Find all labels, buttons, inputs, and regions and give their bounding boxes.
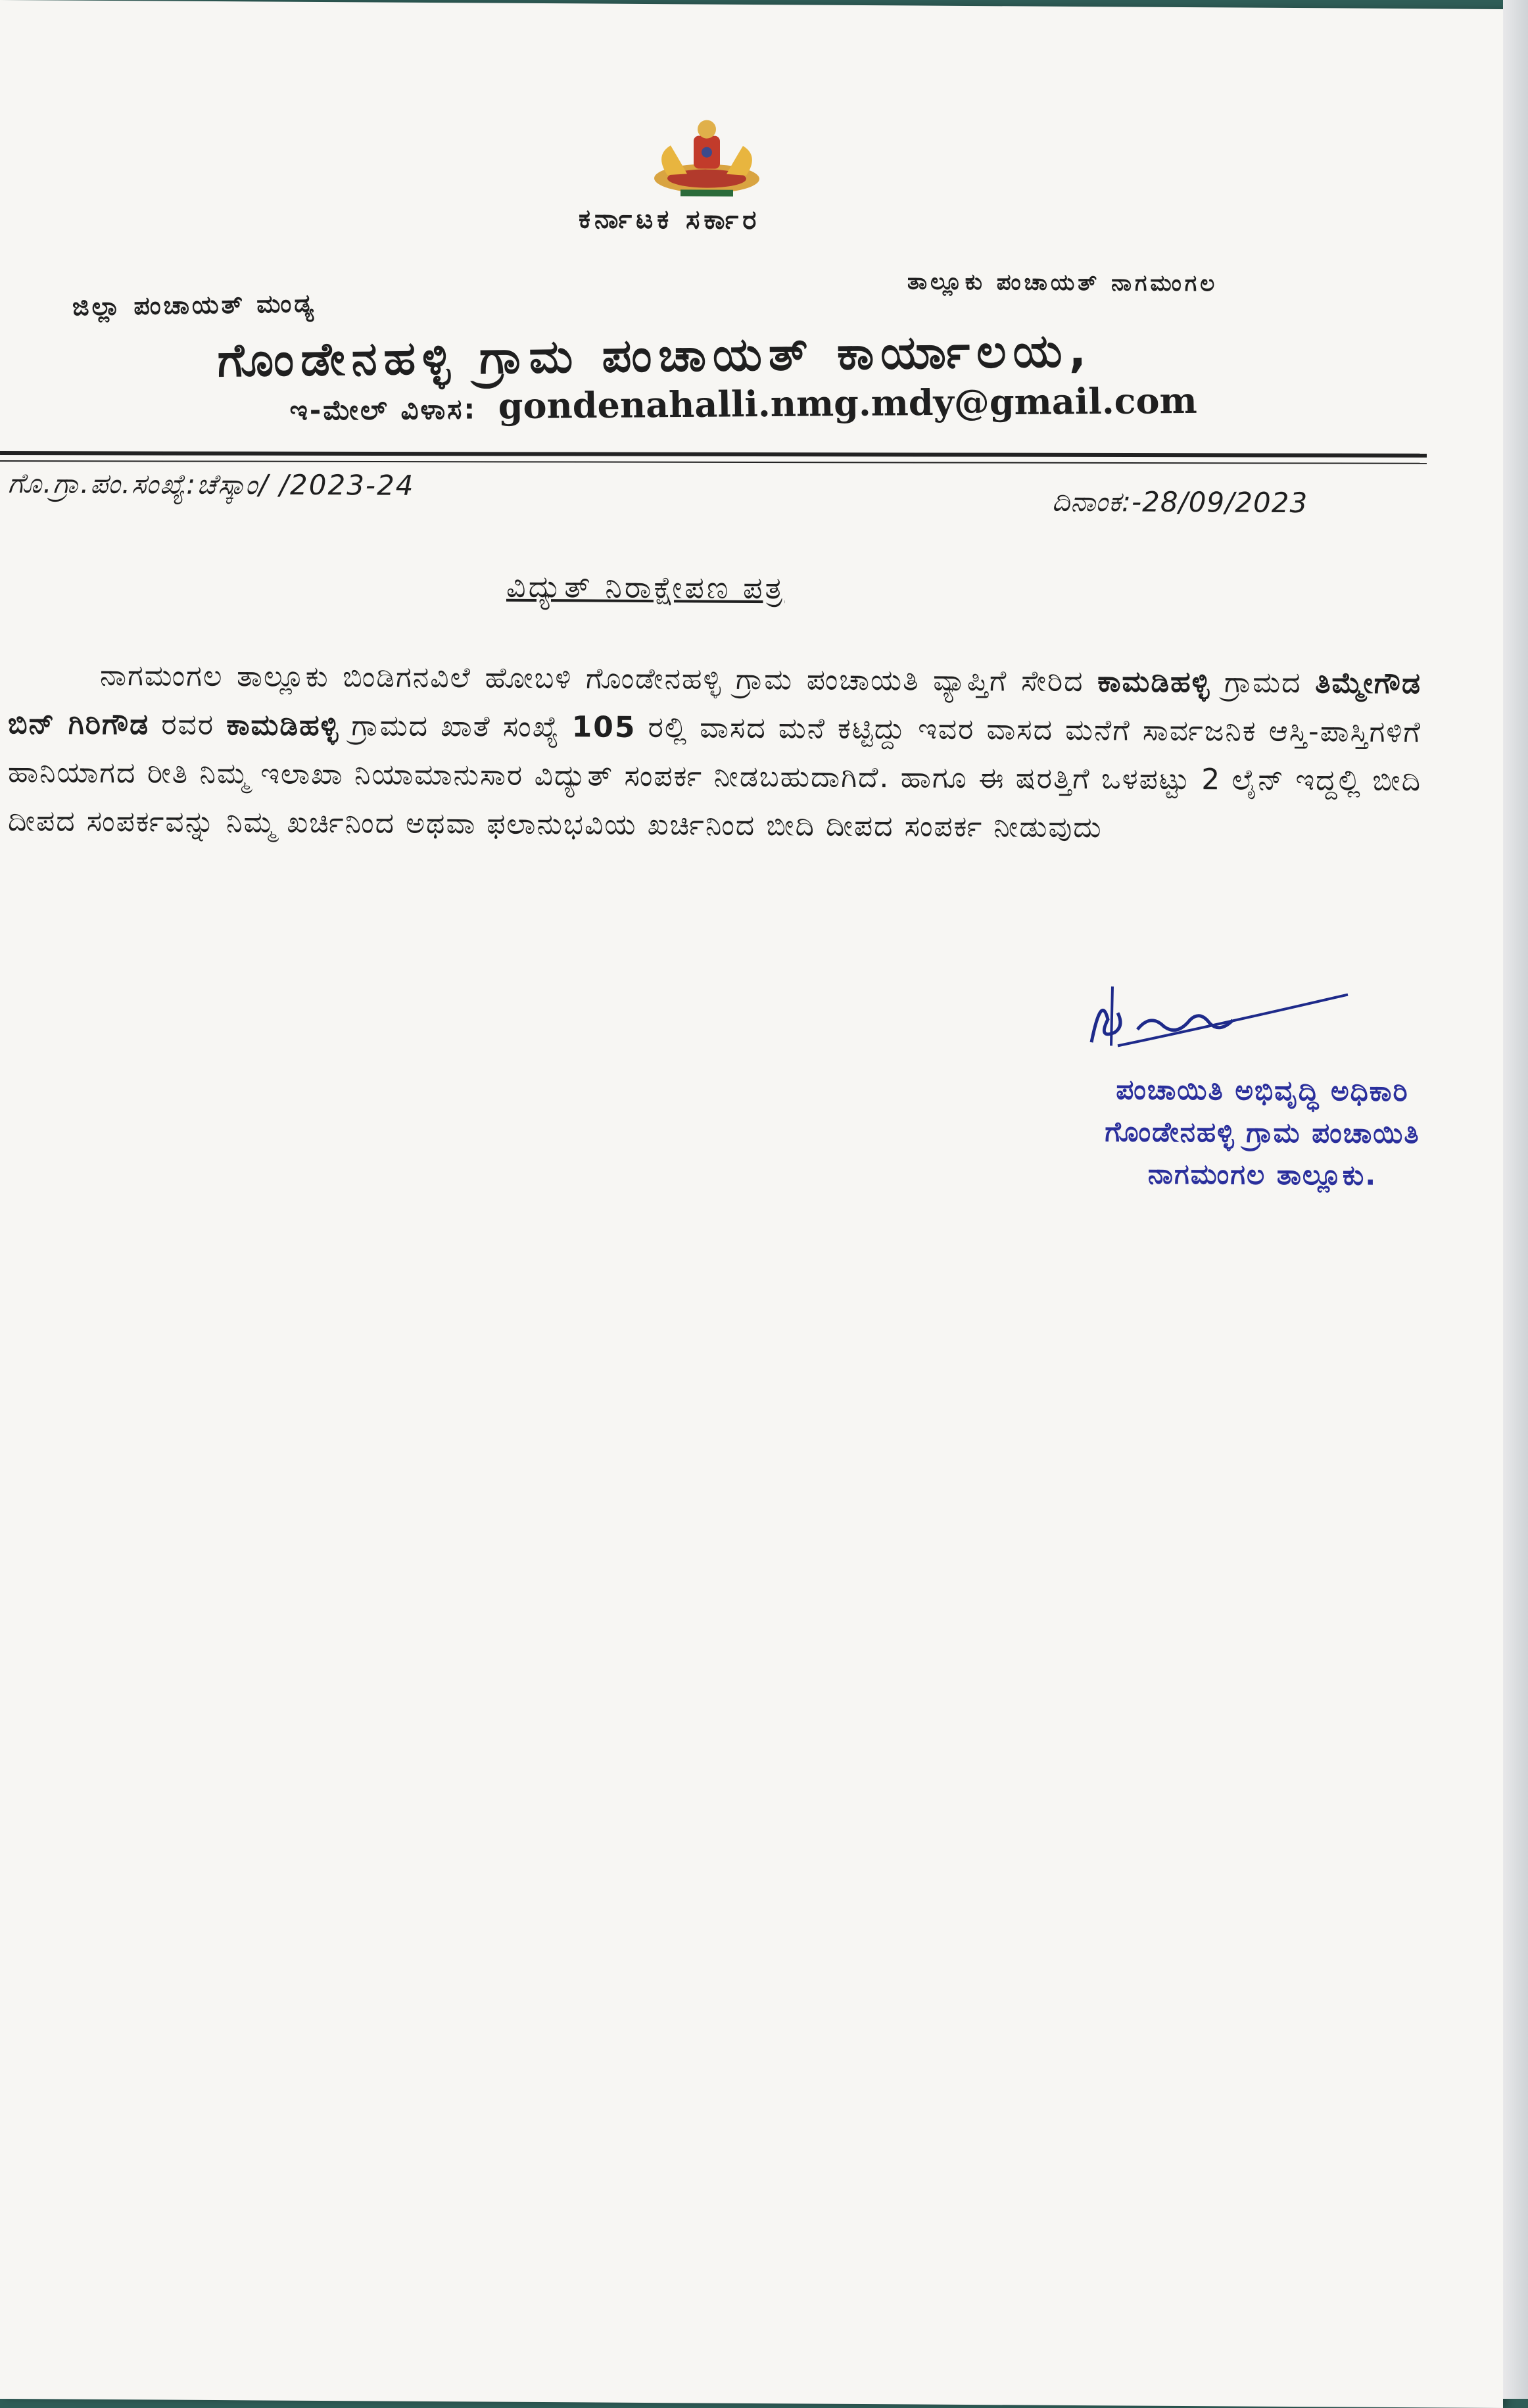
village-name-1: ಕಾಮಡಿಹಳ್ಳಿ xyxy=(1097,665,1211,700)
khata-number: 105 xyxy=(571,710,636,744)
applicant-name: ತಿಮ್ಮೇಗೌಡ ಬಿನ್ ಗಿರಿಗೌಡ xyxy=(8,666,1421,742)
letter-subject: ವಿದ್ಯುತ್ ನಿರಾಕ್ಷೇಪಣ ಪತ್ರ xyxy=(506,568,785,606)
taluk-panchayat-name: ತಾಲ್ಲೂಕು ಪಂಚಾಯತ್ ನಾಗಮಂಗಲ xyxy=(907,268,1218,297)
body-part-4: ಗ್ರಾಮದ ಖಾತೆ ಸಂಖ್ಯೆ xyxy=(351,709,560,744)
signatory-block xyxy=(1032,1069,1492,1197)
reference-number: ಗೊ.ಗ್ರಾ.ಪಂ.ಸಂಖ್ಯೆ:ಚೆಸ್ಕಾಂ/ /2023-24 xyxy=(8,467,415,502)
letter-body xyxy=(8,651,1421,854)
header-divider-thin xyxy=(0,460,1427,464)
body-part-3: ರವರ xyxy=(161,708,215,742)
body-part-5: ರಲ್ಲಿ ವಾಸದ ಮನೆ ಕಟ್ಟಿದ್ದು ಇವರ ವಾಸದ ಮನೆಗೆ ಸಾರ್ವಜನಿಕ ಆಸ್ತಿ-ಪಾಸ್ತಿಗಳಿಗೆ ಹಾನಿಯಾಗದ ರೀತಿ ನಿಮ್ಮ ಇಲಾಖಾ ನಿಯಾಮಾನುಸಾರ ವಿದ್ಯುತ್ ಸಂಪರ್ಕ ನೀಡಬಹುದಾಗಿದೆ. ಹಾಗೂ ಈ ಷರತ್ತಿಗೆ ಒಳಪಟ್ಟು 2 ಲೈನ್ ಇದ್ದಲ್ಲಿ ಬೀದಿ ದೀಪದ ಸಂಪರ್ಕವನ್ನು ನಿಮ್ಮ ಖರ್ಚಿನಿಂದ ಅಥವಾ ಫಲಾನುಭವಿಯ ಖರ್ಚಿನಿಂದ ಬೀದಿ ದೀಪದ ಸಂಪರ್ಕ ನೀಡುವುದು xyxy=(8,711,1421,845)
email-label: ಇ-ಮೇಲ್ ವಿಳಾಸ: xyxy=(289,393,477,427)
signatory-designation: ಪಂಚಾಯಿತಿ ಅಭಿವೃದ್ಧಿ ಅಧಿಕಾರಿ xyxy=(1116,1073,1409,1108)
body-part-2: ಗ್ರಾಮದ xyxy=(1224,665,1302,700)
header-divider-thick xyxy=(0,451,1427,458)
email-line xyxy=(289,379,1197,429)
government-name: ಕರ್ನಾಟಕ ಸರ್ಕಾರ xyxy=(579,204,761,236)
office-title: ಗೊಂಡೇನಹಳ್ಳಿ ಗ್ರಾಮ ಪಂಚಾಯತ್ ಕಾರ್ಯಾಲಯ, xyxy=(217,323,1093,388)
signatory-taluk: ನಾಗಮಂಗಲ ತಾಲ್ಲೂಕು. xyxy=(1147,1157,1377,1192)
zilla-panchayat-name: ಜಿಲ್ಲಾ ಪಂಚಾಯತ್ ಮಂಡ್ಯ xyxy=(72,289,317,322)
karnataka-emblem-icon xyxy=(641,116,773,202)
paper-edge xyxy=(1503,0,1528,2399)
letter-date: ದಿನಾಂಕ:-28/09/2023 xyxy=(1052,485,1308,519)
handwritten-signature-icon xyxy=(1078,980,1354,1061)
body-part-1: ನಾಗಮಂಗಲ ತಾಲ್ಲೂಕು ಬಿಂಡಿಗನವಿಲೆ ಹೋಬಳಿ ಗೊಂಡೇನಹಳ್ಳಿ ಗ್ರಾಮ ಪಂಚಾಯತಿ ವ್ಯಾಪ್ತಿಗೆ ಸೇರಿದ xyxy=(100,658,1084,699)
email-address: gondenahalli.nmg.mdy@gmail.com xyxy=(498,379,1198,427)
village-name-2: ಕಾಮಡಿಹಳ್ಳಿ xyxy=(226,708,340,743)
signatory-office: ಗೊಂಡೇನಹಳ್ಳಿ ಗ್ರಾಮ ಪಂಚಾಯಿತಿ xyxy=(1105,1115,1420,1150)
